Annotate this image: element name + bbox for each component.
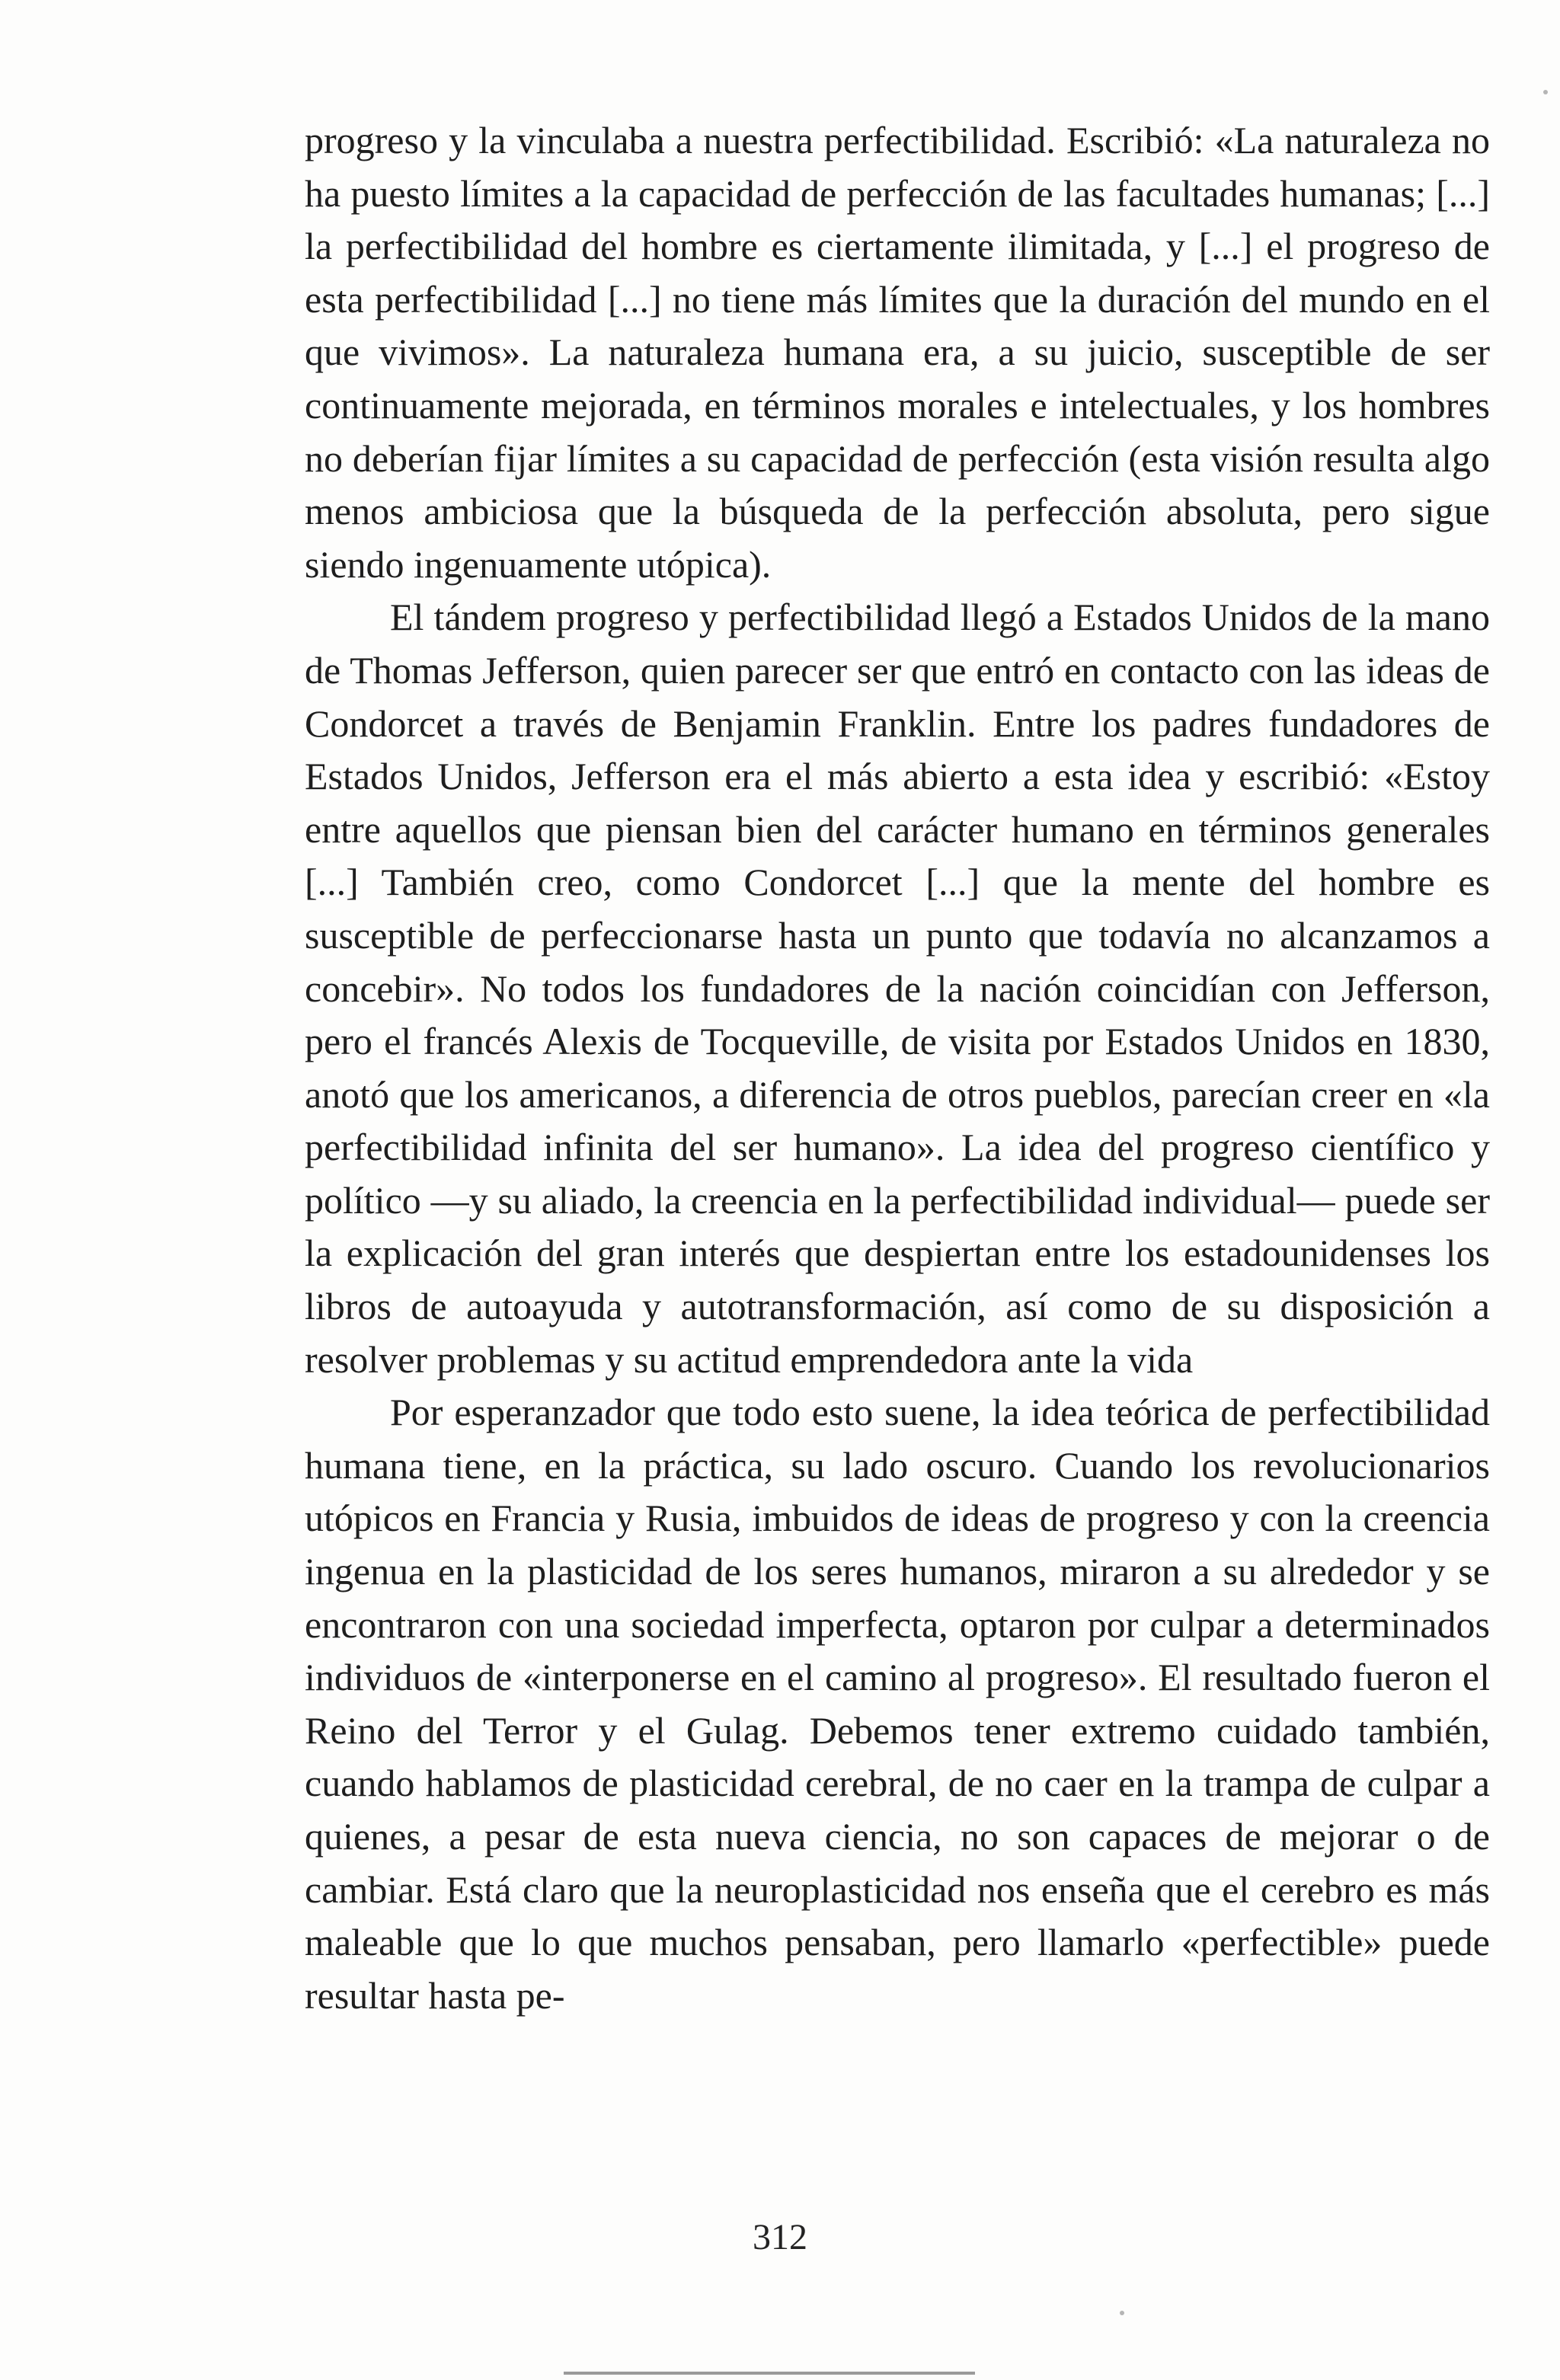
paragraph-3: Por esperanzador que todo esto suene, la idea teórica de perfectibilidad humana tiene, en la práctica, su lado oscuro. Cuando los revolucionarios utópicos en Francia y Rusia, imbuidos de ideas de progreso y con la creencia ingenua en la plasticidad de los seres humanos, miraron a su alrededor y se encontraron con una sociedad imperfecta, optaron por culpar a determinados individuos de «interponerse en el camino al progreso». El resultado fueron el Reino del Terror y el Gulag. Debemos tener extremo cuidado también, cuando hablamos de plasticidad cerebral, de no caer en la trampa de culpar a quienes, a pesar de esta nueva ciencia, no son capaces de mejorar o de cambiar. Está claro que la neuroplasticidad nos enseña que el cerebro es más maleable que lo que muchos pensaban, pero llamarlo «perfectible» puede resultar hasta pe- bbox=[305, 1391, 1490, 2017]
scan-speck bbox=[1120, 2311, 1124, 2315]
scan-speck bbox=[1543, 90, 1548, 94]
page-number: 312 bbox=[753, 2217, 807, 2257]
paragraph-2: El tándem progreso y perfectibilidad llegó a Estados Unidos de la mano de Thomas Jefferson, quien parecer ser que entró en contacto con las ideas de Condorcet a través de Benjamin Franklin. Entre los padres fundadores de Estados Unidos, Jefferson era el más abierto a esta idea y escribió: «Estoy entre aquellos que piensan bien del carácter humano en términos generales [...] También creo, como Condorcet [...] que la mente del hombre es susceptible de perfeccionarse hasta un punto que todavía no alcanzamos a concebir». No todos los fundadores de la nación coincidían con Jefferson, pero el francés Alexis de Tocqueville, de visita por Estados Unidos en 1830, anotó que los americanos, a diferencia de otros pueblos, parecían creer en «la perfectibilidad infinita del ser humano». La idea del progreso científico y político —y su aliado, la creencia en la perfectibilidad individual— puede ser la explicación del gran interés que despiertan entre los estadounidenses los libros de autoayuda y autotransformación, así como de su disposición a resolver problemas y su actitud emprendedora ante la vida bbox=[305, 596, 1490, 1381]
paragraph-1: progreso y la vinculaba a nuestra perfectibilidad. Escribió: «La naturaleza no ha puesto límites a la capacidad de perfección de las facultades humanas; [...] la perfectibilidad del hombre es ciertamente ilimitada, y [...] el progreso de esta perfectibilidad [...] no tiene más límites que la duración del mundo en el que vivimos». La naturaleza humana era, a su juicio, susceptible de ser continuamente mejorada, en términos morales e intelectuales, y los hombres no deberían fijar límites a su capacidad de perfección (esta visión resulta algo menos ambiciosa que la búsqueda de la perfección absoluta, pero sigue siendo ingenuamente utópica). bbox=[305, 119, 1490, 586]
scan-edge-line bbox=[564, 2372, 975, 2375]
body-text bbox=[305, 114, 1490, 2022]
